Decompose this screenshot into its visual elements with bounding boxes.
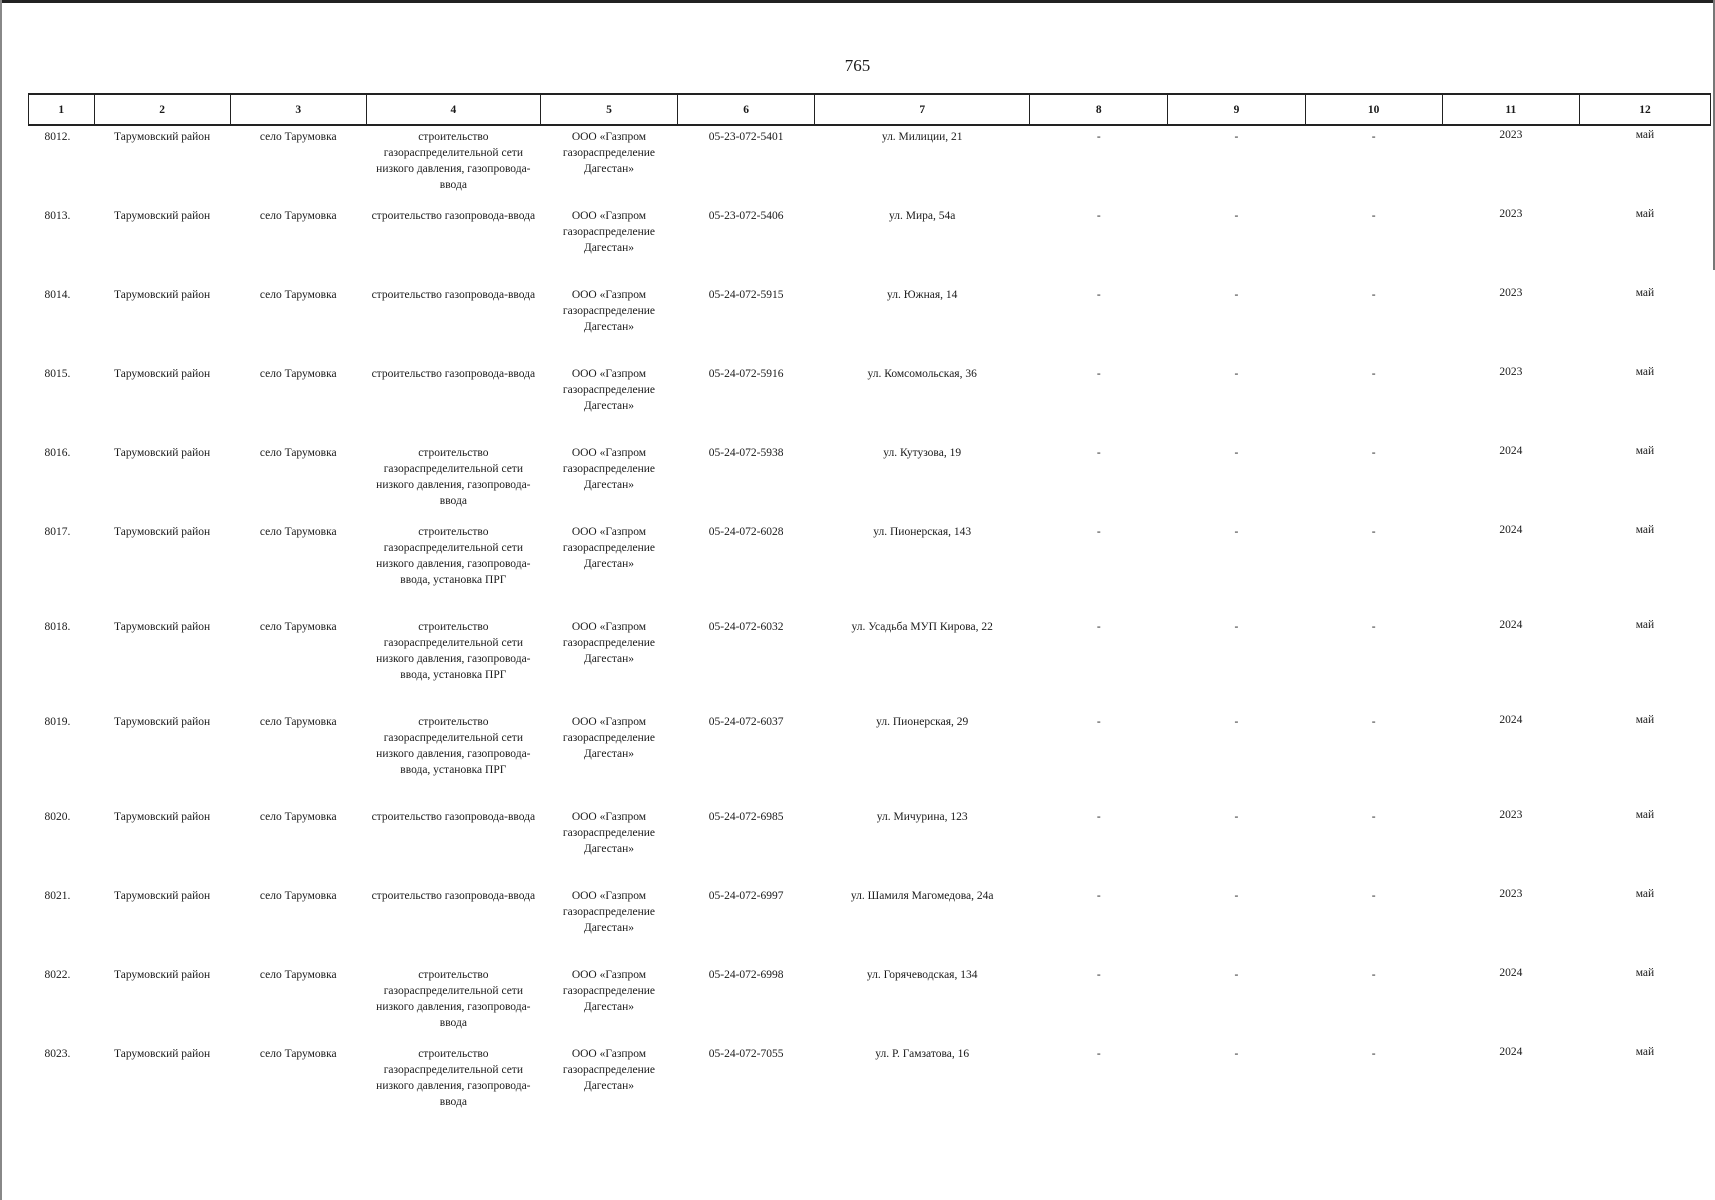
row-number: 8021. (44, 890, 71, 902)
table-row (29, 442, 1711, 521)
month-cell: май (1635, 445, 1655, 457)
row-number: 8013. (44, 210, 71, 222)
registry-table (28, 93, 1711, 1122)
month-cell: май (1635, 1046, 1655, 1058)
code-cell: 05-24-072-7055 (708, 1048, 784, 1060)
col10-cell: - (1371, 447, 1376, 459)
work-cell: строительство газораспределительной сети низкого давления, газопровода-ввода (376, 969, 531, 1029)
page-number: 765 (844, 56, 871, 75)
col9-cell: - (1234, 716, 1239, 728)
col9-cell: - (1234, 447, 1239, 459)
code-cell: 05-24-072-6028 (708, 526, 784, 538)
year-cell: 2023 (1499, 888, 1523, 900)
organization-cell: ООО «Газпром газораспределение Дагестан» (562, 289, 655, 333)
month-cell: май (1635, 619, 1655, 631)
col8-cell: - (1096, 289, 1101, 301)
month-cell: май (1635, 714, 1655, 726)
table-row (29, 806, 1711, 885)
column-header: 4 (366, 94, 540, 125)
organization-cell: ООО «Газпром газораспределение Дагестан» (562, 621, 655, 665)
work-cell: строительство газопровода-ввода (371, 289, 536, 301)
month-cell: май (1635, 524, 1655, 536)
organization-cell: ООО «Газпром газораспределение Дагестан» (562, 890, 655, 934)
year-cell: 2023 (1499, 208, 1523, 220)
settlement-cell: село Тарумовка (259, 210, 337, 222)
code-cell: 05-24-072-6997 (708, 890, 784, 902)
year-cell: 2023 (1499, 809, 1523, 821)
col8-cell: - (1096, 716, 1101, 728)
col10-cell: - (1371, 621, 1376, 633)
year-cell: 2024 (1499, 714, 1523, 726)
col8-cell: - (1096, 210, 1101, 222)
col10-cell: - (1371, 716, 1376, 728)
district-cell: Тарумовский район (113, 447, 211, 459)
work-cell: строительство газораспределительной сети низкого давления, газопровода-ввода (376, 1048, 531, 1108)
organization-cell: ООО «Газпром газораспределение Дагестан» (562, 447, 655, 491)
table-body (29, 125, 1711, 1122)
row-number: 8015. (44, 368, 71, 380)
scan-edge-left (0, 0, 2, 1200)
table-row (29, 616, 1711, 711)
col8-cell: - (1096, 447, 1101, 459)
column-header: 12 (1579, 94, 1710, 125)
column-header: 5 (540, 94, 677, 125)
table-row (29, 363, 1711, 442)
year-cell: 2023 (1499, 366, 1523, 378)
year-cell: 2024 (1499, 619, 1523, 631)
address-cell: ул. Комсомольская, 36 (867, 368, 977, 380)
work-cell: строительство газораспределительной сети низкого давления, газопровода-ввода (376, 447, 531, 507)
table-row (29, 964, 1711, 1043)
table-row (29, 521, 1711, 616)
organization-cell: ООО «Газпром газораспределение Дагестан» (562, 368, 655, 412)
district-cell: Тарумовский район (113, 969, 211, 981)
district-cell: Тарумовский район (113, 210, 211, 222)
district-cell: Тарумовский район (113, 368, 211, 380)
work-cell: строительство газопровода-ввода (371, 811, 536, 823)
work-cell: строительство газопровода-ввода (371, 890, 536, 902)
year-cell: 2024 (1499, 967, 1523, 979)
col8-cell: - (1096, 1048, 1101, 1060)
settlement-cell: село Тарумовка (259, 131, 337, 143)
row-number: 8017. (44, 526, 71, 538)
header-row (29, 94, 1711, 125)
work-cell: строительство газораспределительной сети низкого давления, газопровода-ввода, установка ПРГ (376, 621, 531, 681)
col9-cell: - (1234, 969, 1239, 981)
settlement-cell: село Тарумовка (259, 716, 337, 728)
district-cell: Тарумовский район (113, 1048, 211, 1060)
col10-cell: - (1371, 890, 1376, 902)
work-cell: строительство газораспределительной сети низкого давления, газопровода-ввода, установка ПРГ (376, 526, 531, 586)
col9-cell: - (1234, 289, 1239, 301)
col9-cell: - (1234, 811, 1239, 823)
column-header: 9 (1168, 94, 1305, 125)
organization-cell: ООО «Газпром газораспределение Дагестан» (562, 526, 655, 570)
row-number: 8022. (44, 969, 71, 981)
month-cell: май (1635, 366, 1655, 378)
settlement-cell: село Тарумовка (259, 526, 337, 538)
settlement-cell: село Тарумовка (259, 1048, 337, 1060)
col8-cell: - (1096, 368, 1101, 380)
organization-cell: ООО «Газпром газораспределение Дагестан» (562, 131, 655, 175)
code-cell: 05-24-072-5938 (708, 447, 784, 459)
month-cell: май (1635, 809, 1655, 821)
work-cell: строительство газораспределительной сети низкого давления, газопровода-ввода (376, 131, 531, 191)
col8-cell: - (1096, 811, 1101, 823)
col10-cell: - (1371, 969, 1376, 981)
table-row (29, 885, 1711, 964)
district-cell: Тарумовский район (113, 621, 211, 633)
row-number: 8018. (44, 621, 71, 633)
work-cell: строительство газопровода-ввода (371, 368, 536, 380)
address-cell: ул. Пионерская, 29 (876, 716, 969, 728)
address-cell: ул. Пионерская, 143 (873, 526, 972, 538)
column-header: 11 (1442, 94, 1579, 125)
address-cell: ул. Р. Гамзатова, 16 (875, 1048, 970, 1060)
settlement-cell: село Тарумовка (259, 447, 337, 459)
work-cell: строительство газопровода-ввода (371, 210, 536, 222)
col8-cell: - (1096, 526, 1101, 538)
address-cell: ул. Горячеводская, 134 (866, 969, 978, 981)
column-header: 1 (29, 94, 95, 125)
district-cell: Тарумовский район (113, 131, 211, 143)
settlement-cell: село Тарумовка (259, 289, 337, 301)
year-cell: 2023 (1499, 287, 1523, 299)
code-cell: 05-23-072-5406 (708, 210, 784, 222)
col9-cell: - (1234, 526, 1239, 538)
col9-cell: - (1234, 131, 1239, 143)
table-row (29, 1043, 1711, 1122)
year-cell: 2024 (1499, 524, 1523, 536)
settlement-cell: село Тарумовка (259, 969, 337, 981)
organization-cell: ООО «Газпром газораспределение Дагестан» (562, 811, 655, 855)
row-number: 8012. (44, 131, 71, 143)
table-row (29, 205, 1711, 284)
column-header: 6 (678, 94, 815, 125)
table-row (29, 125, 1711, 205)
col10-cell: - (1371, 210, 1376, 222)
month-cell: май (1635, 888, 1655, 900)
settlement-cell: село Тарумовка (259, 890, 337, 902)
address-cell: ул. Мичурина, 123 (876, 811, 968, 823)
col8-cell: - (1096, 969, 1101, 981)
organization-cell: ООО «Газпром газораспределение Дагестан» (562, 969, 655, 1013)
col9-cell: - (1234, 890, 1239, 902)
year-cell: 2024 (1499, 445, 1523, 457)
row-number: 8014. (44, 289, 71, 301)
table-row (29, 711, 1711, 806)
col10-cell: - (1371, 131, 1376, 143)
settlement-cell: село Тарумовка (259, 811, 337, 823)
district-cell: Тарумовский район (113, 526, 211, 538)
code-cell: 05-24-072-6985 (708, 811, 784, 823)
col9-cell: - (1234, 210, 1239, 222)
col9-cell: - (1234, 621, 1239, 633)
month-cell: май (1635, 129, 1655, 141)
column-header: 8 (1030, 94, 1168, 125)
year-cell: 2023 (1499, 129, 1523, 141)
row-number: 8020. (44, 811, 71, 823)
month-cell: май (1635, 287, 1655, 299)
scan-edge-top (0, 0, 1715, 3)
organization-cell: ООО «Газпром газораспределение Дагестан» (562, 210, 655, 254)
row-number: 8019. (44, 716, 71, 728)
month-cell: май (1635, 208, 1655, 220)
column-header: 3 (230, 94, 366, 125)
col10-cell: - (1371, 1048, 1376, 1060)
col9-cell: - (1234, 368, 1239, 380)
organization-cell: ООО «Газпром газораспределение Дагестан» (562, 1048, 655, 1092)
col10-cell: - (1371, 811, 1376, 823)
code-cell: 05-24-072-6998 (708, 969, 784, 981)
column-header: 2 (94, 94, 230, 125)
col10-cell: - (1371, 526, 1376, 538)
code-cell: 05-23-072-5401 (708, 131, 784, 143)
address-cell: ул. Усадьба МУП Кирова, 22 (851, 621, 993, 633)
registry-sheet (28, 93, 1711, 1122)
table-row (29, 284, 1711, 363)
address-cell: ул. Шамиля Магомедова, 24а (850, 890, 994, 902)
address-cell: ул. Мира, 54а (889, 210, 956, 222)
code-cell: 05-24-072-5915 (708, 289, 784, 301)
col10-cell: - (1371, 289, 1376, 301)
organization-cell: ООО «Газпром газораспределение Дагестан» (562, 716, 655, 760)
column-header: 10 (1305, 94, 1442, 125)
column-header: 7 (815, 94, 1030, 125)
address-cell: ул. Южная, 14 (886, 289, 958, 301)
year-cell: 2024 (1499, 1046, 1523, 1058)
col8-cell: - (1096, 890, 1101, 902)
row-number: 8023. (44, 1048, 71, 1060)
row-number: 8016. (44, 447, 71, 459)
work-cell: строительство газораспределительной сети низкого давления, газопровода-ввода, установка ПРГ (376, 716, 531, 776)
district-cell: Тарумовский район (113, 811, 211, 823)
col8-cell: - (1096, 621, 1101, 633)
address-cell: ул. Милиции, 21 (881, 131, 963, 143)
district-cell: Тарумовский район (113, 289, 211, 301)
code-cell: 05-24-072-6037 (708, 716, 784, 728)
settlement-cell: село Тарумовка (259, 621, 337, 633)
address-cell: ул. Кутузова, 19 (883, 447, 962, 459)
district-cell: Тарумовский район (113, 716, 211, 728)
settlement-cell: село Тарумовка (259, 368, 337, 380)
col10-cell: - (1371, 368, 1376, 380)
col8-cell: - (1096, 131, 1101, 143)
col9-cell: - (1234, 1048, 1239, 1060)
code-cell: 05-24-072-5916 (708, 368, 784, 380)
district-cell: Тарумовский район (113, 890, 211, 902)
code-cell: 05-24-072-6032 (708, 621, 784, 633)
month-cell: май (1635, 967, 1655, 979)
